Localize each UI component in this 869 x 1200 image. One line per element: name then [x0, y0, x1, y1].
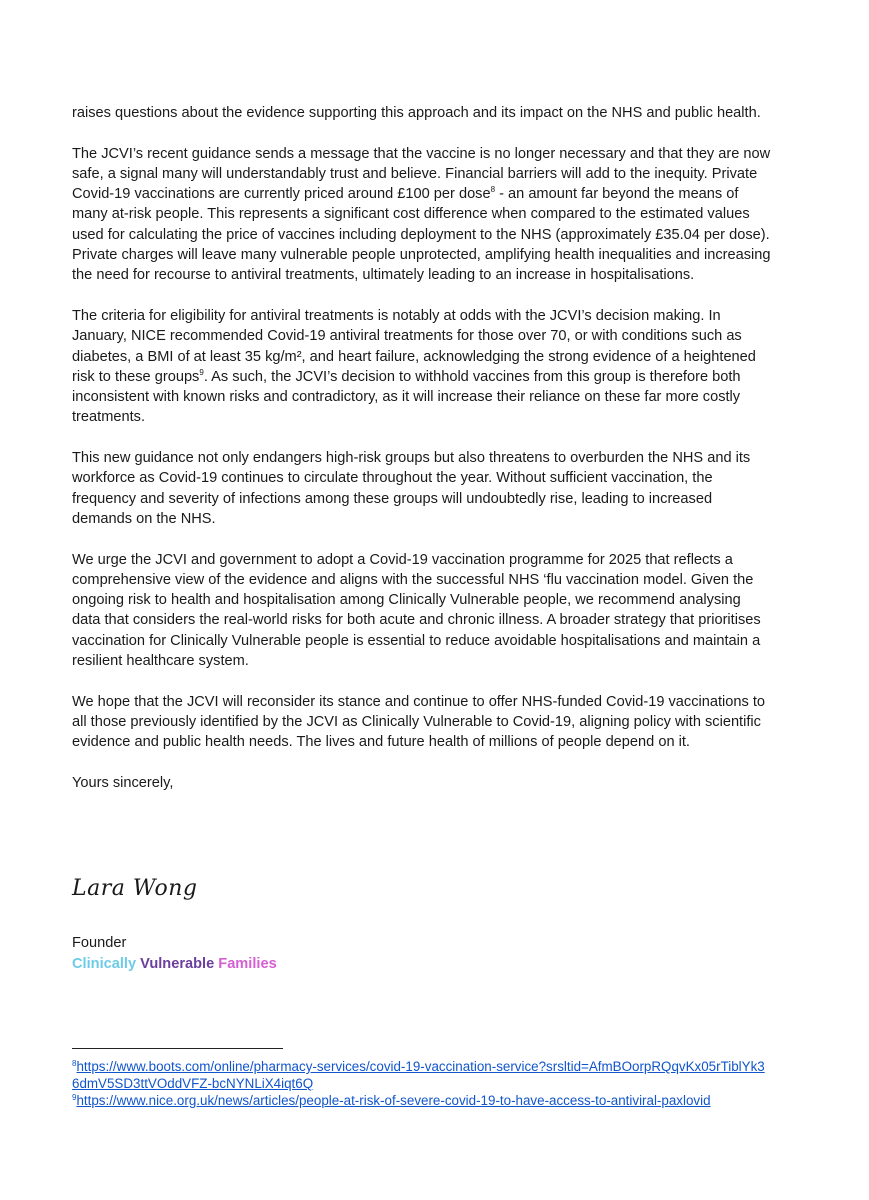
- footnotes: [72, 1058, 772, 1109]
- paragraph-5: We urge the JCVI and government to adopt a Covid-19 vaccination programme for 2025 that reflects a comprehensive view of the evidence and aligns with the successful NHS ‘flu vaccination model. Given the ongoing risk to health and hospitalisation among Clinically Vulnerable people, we recommend analysing data that considers the real-world risks for both acute and chronic illness. A broader strategy that prioritises vaccination for Clinically Vulnerable people is essential to reduce avoidable hospitalisations and maintain a resilient healthcare system.: [72, 551, 761, 670]
- letter-body: [72, 103, 772, 813]
- handwritten-signature: Lara Wong: [72, 876, 198, 901]
- closing: Yours sincerely,: [72, 774, 174, 791]
- paragraph-3: [72, 306, 772, 428]
- footnote-link[interactable]: https://www.boots.com/online/pharmacy-services/covid-19-vaccination-service?srsltid=AfmBOorpRQqvKx05rTiblYk36dmV5SD3ttVOddVFZ-bcNYNLiX4iqt6Q: [72, 1059, 765, 1091]
- footnote-8: [72, 1058, 772, 1092]
- footnote-link[interactable]: https://www.nice.org.uk/news/articles/people-at-risk-of-severe-covid-19-to-have-access-to-antiviral-paxlovid: [76, 1093, 711, 1108]
- footnote-number: 8: [72, 1059, 77, 1068]
- footnote-number: 9: [72, 1093, 77, 1102]
- paragraph-2-text-a: The JCVI’s recent guidance sends a message that the vaccine is no longer necessary and that they are now safe, a signal many will understandably trust and believe. Financial barriers will add to the inequity. Private Covid-19 vaccinations are currently priced around £100 per dose: [72, 145, 771, 203]
- org-word-clinically: Clinically: [72, 956, 137, 972]
- paragraph-4: This new guidance not only endangers high-risk groups but also threatens to overburden the NHS and its workforce as Covid-19 continues to circulate throughout the year. Without sufficient vaccination, the frequency and severity of infections among these groups will undoubtedly rise, leading to increased demands on the NHS.: [72, 450, 751, 527]
- signatory-role: Founder: [72, 935, 127, 951]
- footnote-ref-8[interactable]: 8: [490, 185, 496, 195]
- footnote-ref-9[interactable]: 9: [199, 367, 204, 377]
- paragraph-3-text-a: The criteria for eligibility for antiviral treatments is notably at odds with the JCVI’s decision making. In January, NICE recommended Covid-19 antiviral treatments for those over 70, or with conditions such as diabetes, a BMI of at least 35 kg/m², and heart failure, acknowledging the strong evidence of a heightened risk to these groups: [72, 307, 756, 385]
- paragraph-2-text-b: - an amount far beyond the means of many at-risk people. This represents a significant cost difference when compared to the estimated values used for calculating the price of vaccines including deployment to the NHS (approximately £35.04 per dose). Private charges will leave many vulnerable people unprotected, amplifying health inequalities and increasing the need for recourse to antiviral treatments, ultimately leading to an increase in hospitalisations.: [72, 186, 771, 284]
- paragraph-1: raises questions about the evidence supporting this approach and its impact on the NHS and public health.: [72, 105, 761, 121]
- footnote-9: [72, 1092, 772, 1109]
- paragraph-3-text-b: . As such, the JCVI’s decision to withhold vaccines from this group is therefore both inconsistent with known risks and contradictory, as it will increase their reliance on these far more costly treatments.: [72, 368, 741, 426]
- org-word-families: Families: [218, 956, 277, 972]
- organisation-name: [72, 954, 277, 974]
- paragraph-2: [72, 144, 772, 286]
- paragraph-6: We hope that the JCVI will reconsider its stance and continue to offer NHS-funded Covid-19 vaccinations to all those previously identified by the JCVI as Clinically Vulnerable to Covid-19, aligning policy with scientific evidence and public health needs. The lives and future health of millions of people depend on it.: [72, 693, 766, 751]
- footnote-divider: [72, 1048, 283, 1049]
- org-word-vulnerable: Vulnerable: [140, 956, 215, 972]
